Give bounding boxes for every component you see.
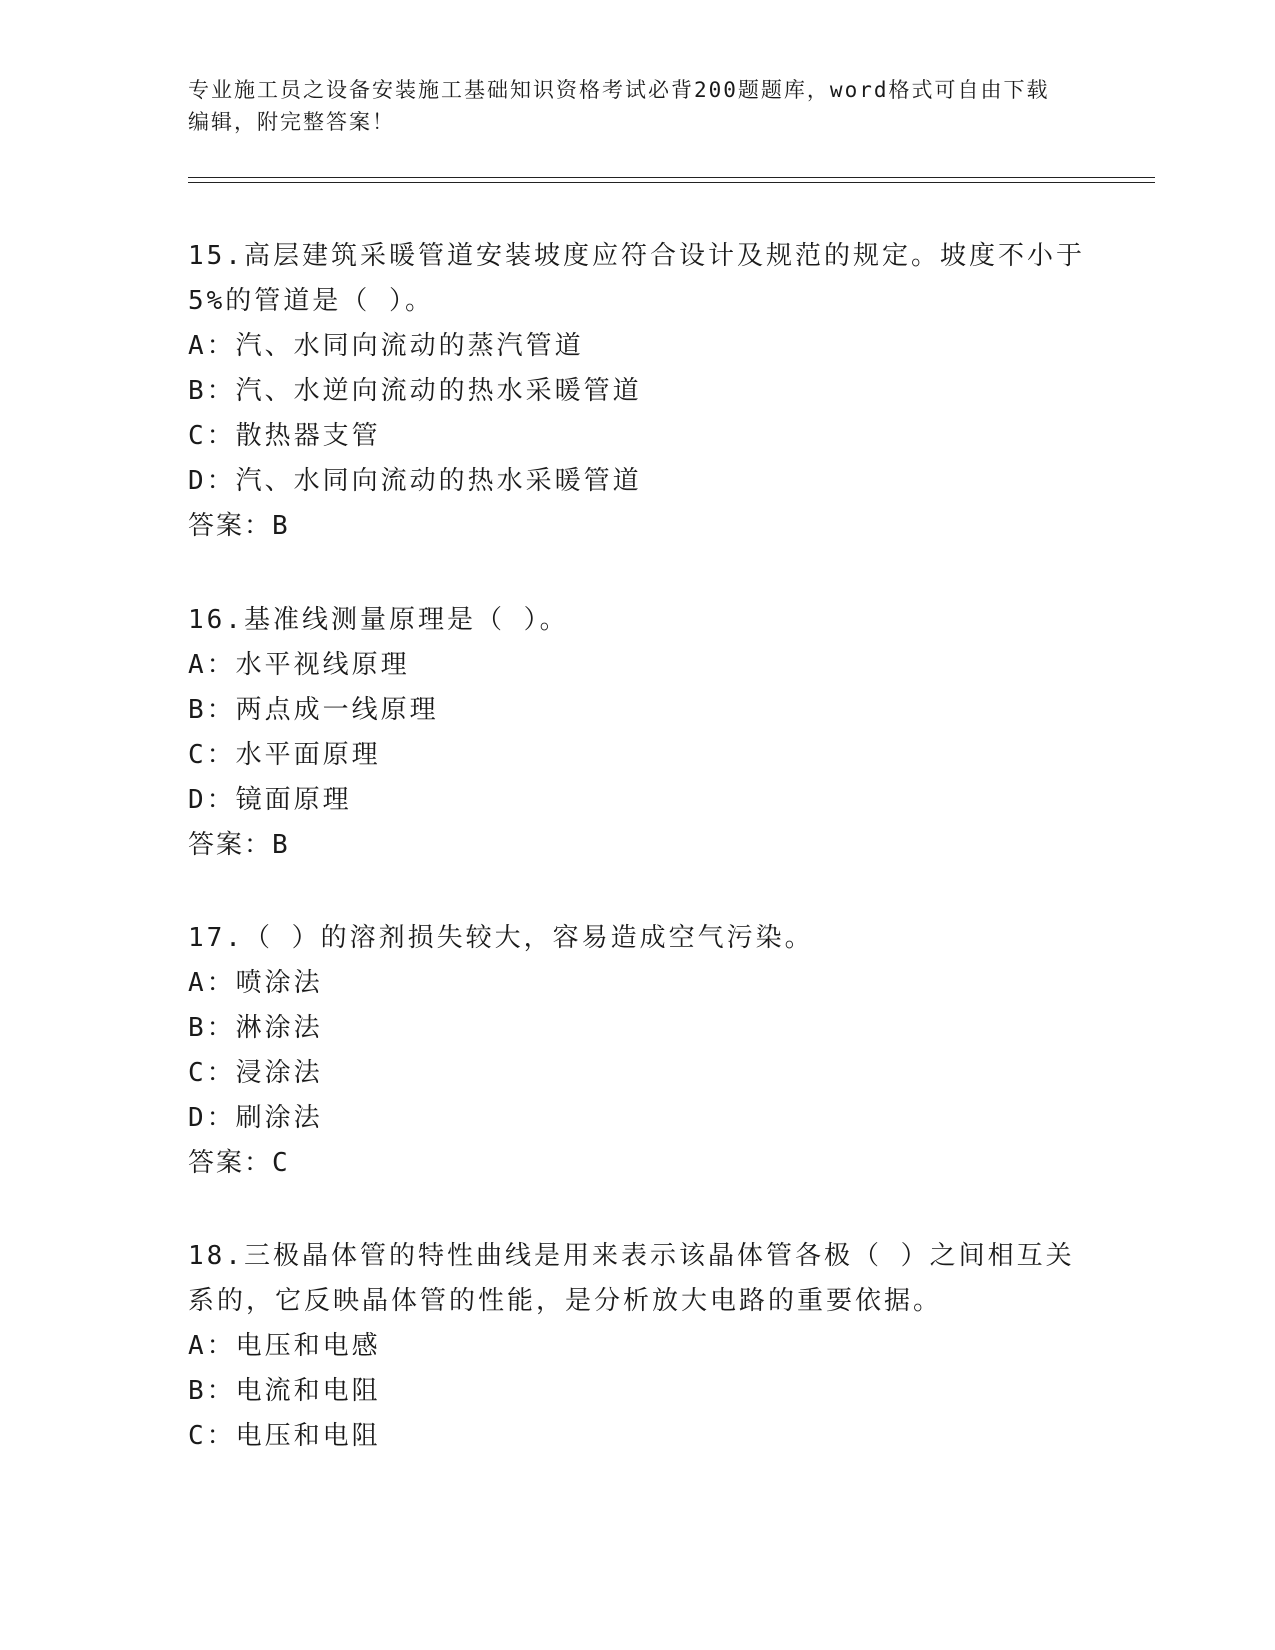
option-a: A：汽、水同向流动的蒸汽管道 xyxy=(188,331,584,361)
header-divider-top xyxy=(188,177,1155,178)
document-header: 专业施工员之设备安装施工基础知识资格考试必背200题题库，word格式可自由下载编辑，附完整答案！ xyxy=(188,78,1050,134)
option-d: D：镜面原理 xyxy=(188,785,352,815)
option-a: A：水平视线原理 xyxy=(188,650,410,680)
option-b: B：两点成一线原理 xyxy=(188,695,439,725)
option-b: B：电流和电阻 xyxy=(188,1376,381,1406)
option-a: A：喷涂法 xyxy=(188,968,323,998)
question-stem: 18.三极晶体管的特性曲线是用来表示该晶体管各极（ ）之间相互关系的，它反映晶体管的性能，是分析放大电路的重要依据。 xyxy=(188,1241,1075,1316)
option-b: B：淋涂法 xyxy=(188,1013,323,1043)
option-c: C：散热器支管 xyxy=(188,421,381,451)
option-c: C：水平面原理 xyxy=(188,740,381,770)
question-15 xyxy=(188,234,1088,549)
answer: 答案：C xyxy=(188,1148,290,1178)
answer: 答案：B xyxy=(188,830,290,860)
question-stem: 17.（ ）的溶剂损失较大，容易造成空气污染。 xyxy=(188,923,814,953)
option-d: D：汽、水同向流动的热水采暖管道 xyxy=(188,466,642,496)
question-stem: 15.高层建筑采暖管道安装坡度应符合设计及规范的规定。坡度不小于5%的管道是（ ）。 xyxy=(188,241,1085,316)
answer: 答案：B xyxy=(188,511,290,541)
question-17 xyxy=(188,916,1088,1186)
option-c: C：浸涂法 xyxy=(188,1058,323,1088)
option-c: C：电压和电阻 xyxy=(188,1421,381,1451)
option-d: D：刷涂法 xyxy=(188,1103,323,1133)
question-18 xyxy=(188,1234,1088,1459)
header-divider-bottom xyxy=(188,182,1155,183)
question-stem: 16.基准线测量原理是（ ）。 xyxy=(188,605,569,635)
option-a: A：电压和电感 xyxy=(188,1331,381,1361)
question-16 xyxy=(188,598,1088,868)
option-b: B：汽、水逆向流动的热水采暖管道 xyxy=(188,376,642,406)
